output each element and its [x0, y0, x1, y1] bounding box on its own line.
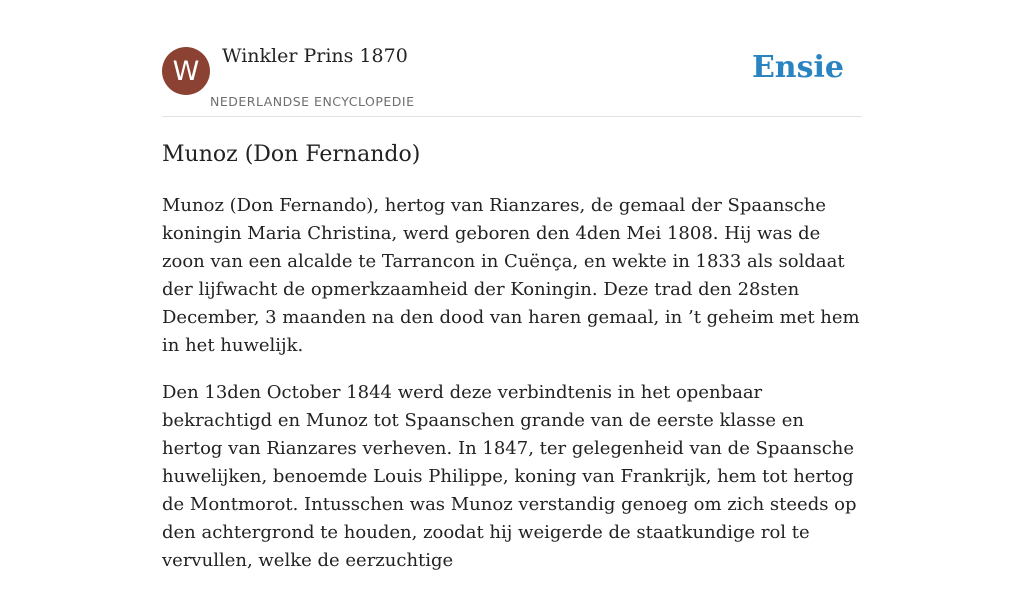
article-paragraph-1: Munoz (Don Fernando), hertog van Rianzares, de gemaal der Spaansche koningin Maria Christina, werd geboren den 4den Mei 1808. Hij was de zoon van een alcalde te Tarrancon in Cuënça, en wekte in 1833 als soldaat der lijfwacht de opmerkzaamheid der Koningin. Deze trad den 28sten December, 3 maanden na den dood van haren gemaal, in ’t geheim met hem in het huwelijk.	[162, 195, 860, 356]
article-paragraph-2: Den 13den October 1844 werd deze verbindtenis in het openbaar bekrachtigd en Munoz tot Spaanschen grande van de eerste klasse en hertog van Rianzares verheven. In 1847, ter gelegenheid van de Spaansche huwelijken, benoemde Louis Philippe, koning van Frankrijk, hem tot hertog de Montmorot. Intusschen was Munoz verstandig genoeg om zich steeds op den achtergrond te houden, zoodat hij weigerde de staatkundige rol te vervullen, welke de eerzuchtige	[162, 382, 857, 571]
source-title[interactable]: Winkler Prins 1870	[222, 45, 408, 67]
ensie-logo[interactable]: Ensie	[751, 50, 844, 85]
source-subtitle: NEDERLANDSE ENCYCLOPEDIE	[210, 94, 415, 109]
article-body	[162, 192, 862, 594]
article-title: Munoz (Don Fernando)	[162, 142, 421, 167]
site-header	[162, 0, 862, 117]
source-avatar[interactable]: W	[162, 47, 210, 95]
